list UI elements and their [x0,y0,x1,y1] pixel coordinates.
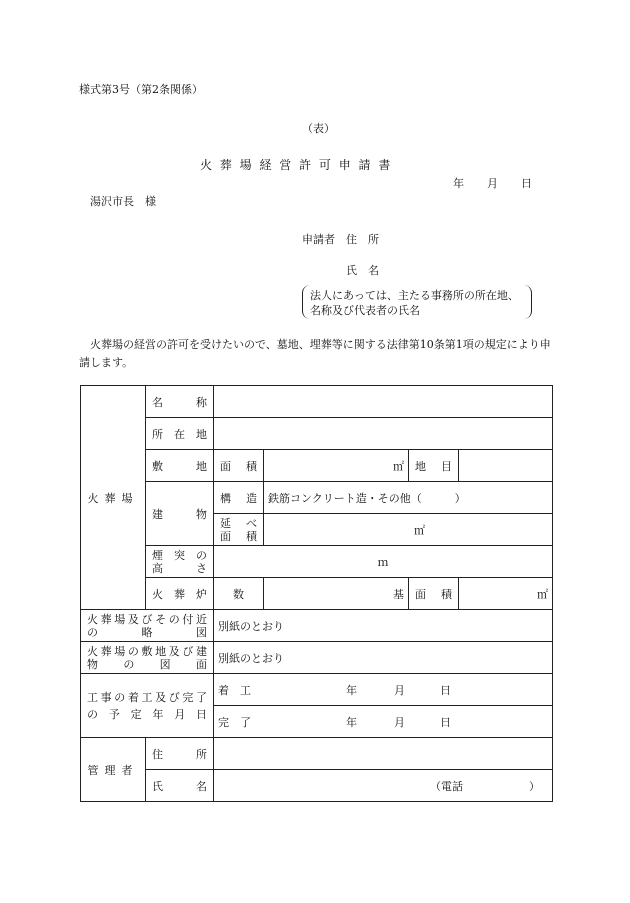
vicinity-map-label-line2: の略図 [87,625,207,639]
start-year: 年 [346,683,357,697]
date-year: 年 [453,177,464,190]
structure-label: 構造 [214,482,264,514]
date-day: 日 [521,177,532,190]
chimney-label-line2: 高さ [152,561,207,575]
floor-area-field[interactable] [264,514,553,546]
addressee: 湯沢市長 様 [90,195,156,208]
location-label: 所在地 [146,418,214,450]
furnace-count-label: 数 [214,578,264,610]
chimney-height-label [146,546,214,578]
furnace-count-field[interactable] [264,578,409,610]
floor-area-label-line2: 面積 [220,529,257,543]
site-plan-field[interactable]: 別紙のとおり [214,642,553,674]
schedule-label-line1: 工事の着工及び完了 [87,690,207,704]
meter-unit: ｍ [377,555,389,569]
furnace-unit: 基 [393,587,404,601]
section-crematorium-label: 火葬場 [81,386,146,610]
finish-label: 完 了 [218,715,251,729]
start-month: 月 [394,683,405,697]
manager-name-label: 氏 名 [146,770,214,802]
chimney-height-field[interactable] [214,546,553,578]
structure-field[interactable]: 鉄筋コンクリート造・その他（ ） [264,482,553,514]
manager-address-label: 住 所 [146,738,214,770]
form-side-label: （表） [302,122,335,135]
application-statement: 火葬場の経営の許可を受けたいので、墓地、埋葬等に関する法律第10条第1項の規定により申請します。 [79,338,551,369]
site-area-field[interactable] [264,450,409,482]
applicant-note-line2: 名称及び代表者の氏名 [310,304,420,317]
manager-address-field[interactable] [214,738,553,770]
manager-name-field[interactable] [214,770,553,802]
building-label: 建物 [146,482,214,546]
floor-area-label [214,514,264,546]
applicant-note [310,288,519,318]
phone-label: （電話 ） [430,779,540,793]
construction-finish-field[interactable] [214,706,553,738]
schedule-label-line2: の予定年月日 [87,707,207,721]
schedule-label [81,674,214,738]
site-plan-label-line1: 火葬場の敷地及び建 [87,644,207,658]
page-title: 火 葬 場 経 営 許 可 申 請 書 [200,158,393,172]
name-field[interactable] [214,386,553,418]
date-month: 月 [487,177,498,190]
site-plan-label-line2: 物の図面 [87,657,207,671]
floor-area-label-line1: 延べ [220,516,257,530]
finish-month: 月 [394,715,405,729]
start-day: 日 [440,683,451,697]
furnace-area-label: 面積 [409,578,459,610]
floor-area-sqm-unit: ㎡ [414,523,425,537]
chimney-label-line1: 煙突の [152,548,207,562]
finish-year: 年 [346,715,357,729]
site-area-label: 面積 [214,450,264,482]
location-field[interactable] [214,418,553,450]
construction-start-field[interactable] [214,674,553,706]
applicant-label: 申請者 [302,233,335,246]
furnace-label: 火葬炉 [146,578,214,610]
manager-label: 管理者 [81,738,146,802]
application-table [80,385,553,802]
start-label: 着 工 [218,683,251,697]
vicinity-map-field[interactable]: 別紙のとおり [214,610,553,642]
furnace-area-field[interactable] [459,578,553,610]
land-category-field[interactable] [459,450,553,482]
applicant-note-line1: 法人にあっては、主たる事務所の所在地、 [310,289,519,302]
name-label: 名称 [146,386,214,418]
vicinity-map-label [81,610,214,642]
site-plan-label [81,642,214,674]
furnace-sqm-unit: ㎡ [537,587,548,601]
sqm-unit: ㎡ [393,459,404,473]
form-number: 様式第3号（第2条関係） [79,83,203,96]
site-label: 敷地 [146,450,214,482]
applicant-name-label: 氏 名 [346,264,379,277]
land-category-label: 地目 [409,450,459,482]
finish-day: 日 [440,715,451,729]
applicant-address-label: 住 所 [346,233,379,246]
vicinity-map-label-line1: 火葬場及びその付近 [87,612,207,626]
